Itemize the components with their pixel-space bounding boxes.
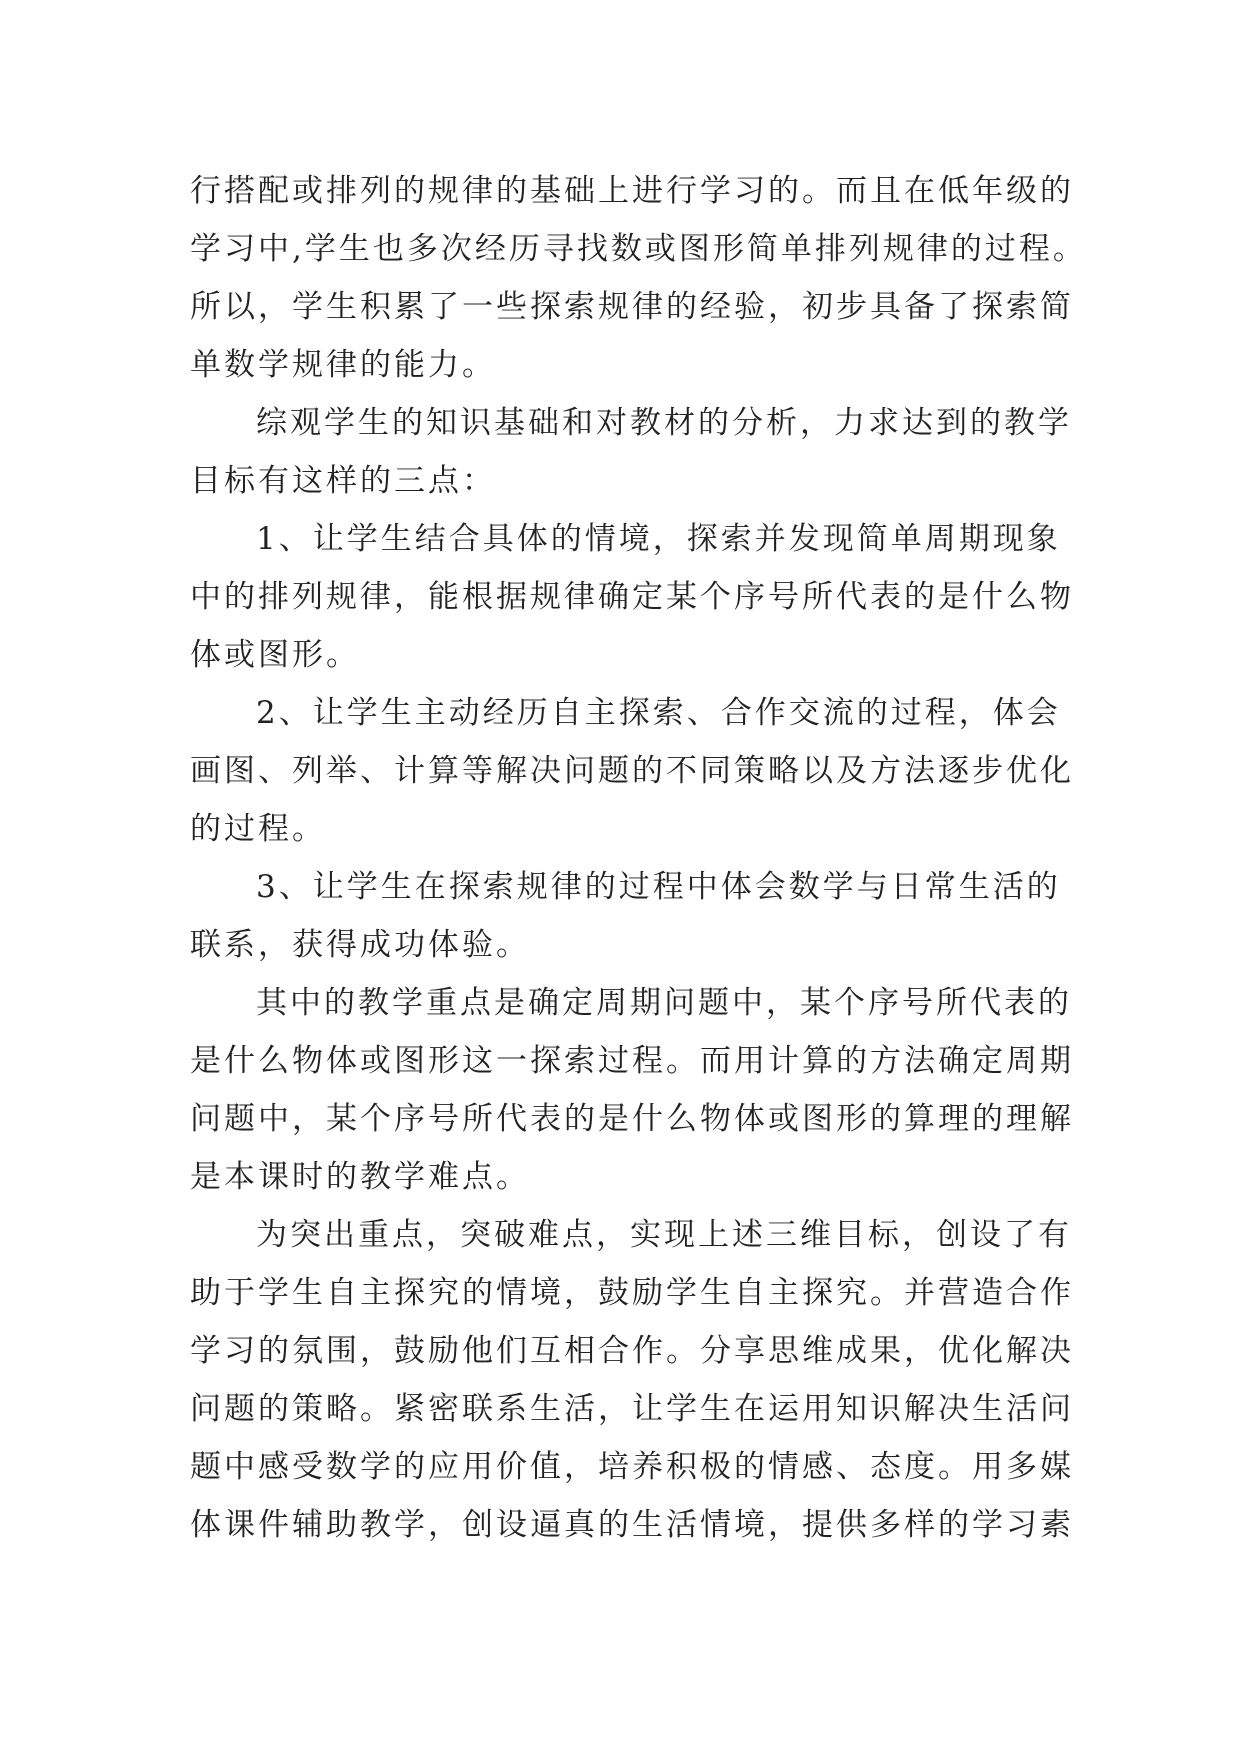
text-line: 体或图形。 (190, 637, 360, 673)
document-body (190, 162, 1090, 1554)
text-line: 单数学规律的能力。 (190, 347, 496, 383)
text-line: 问题中，某个序号所代表的是什么物体或图形的算理的理解 (190, 1101, 1074, 1137)
text-line: 是本课时的教学难点。 (190, 1159, 530, 1195)
text-line: 目标有这样的三点： (190, 463, 496, 499)
text-line: 画图、列举、计算等解决问题的不同策略以及方法逐步优化 (190, 753, 1074, 789)
text-line: 助于学生自主探究的情境，鼓励学生自主探究。并营造合作 (190, 1275, 1074, 1311)
text-line: 联系，获得成功体验。 (190, 927, 530, 963)
paragraph-first-line: 3、让学生在探索规律的过程中体会数学与日常生活的 (256, 869, 1061, 905)
text-line: 体课件辅助教学，创设逼真的生活情境，提供多样的学习素 (190, 1507, 1074, 1543)
text-line: 所以，学生积累了一些探索规律的经验，初步具备了探索简 (190, 289, 1074, 325)
text-line: 学习中,学生也多次经历寻找数或图形简单排列规律的过程。 (190, 231, 1087, 267)
paragraph-first-line: 为突出重点，突破难点，实现上述三维目标，创设了有 (256, 1217, 1072, 1253)
text-line: 题中感受数学的应用价值，培养积极的情感、态度。用多媒 (190, 1449, 1074, 1485)
text-line: 学习的氛围，鼓励他们互相合作。分享思维成果，优化解决 (190, 1333, 1074, 1369)
paragraph-first-line: 综观学生的知识基础和对教材的分析，力求达到的教学 (256, 405, 1072, 441)
text-line: 是什么物体或图形这一探索过程。而用计算的方法确定周期 (190, 1043, 1074, 1079)
paragraph-first-line: 其中的教学重点是确定周期问题中，某个序号所代表的 (256, 985, 1072, 1021)
text-line: 的过程。 (190, 811, 326, 847)
text-line: 行搭配或排列的规律的基础上进行学习的。而且在低年级的 (190, 173, 1074, 209)
text-line: 问题的策略。紧密联系生活，让学生在运用知识解决生活问 (190, 1391, 1074, 1427)
text-line: 中的排列规律，能根据规律确定某个序号所代表的是什么物 (190, 579, 1074, 615)
paragraph-first-line: 1、让学生结合具体的情境，探索并发现简单周期现象 (256, 521, 1061, 557)
paragraph-first-line: 2、让学生主动经历自主探索、合作交流的过程，体会 (256, 695, 1061, 731)
